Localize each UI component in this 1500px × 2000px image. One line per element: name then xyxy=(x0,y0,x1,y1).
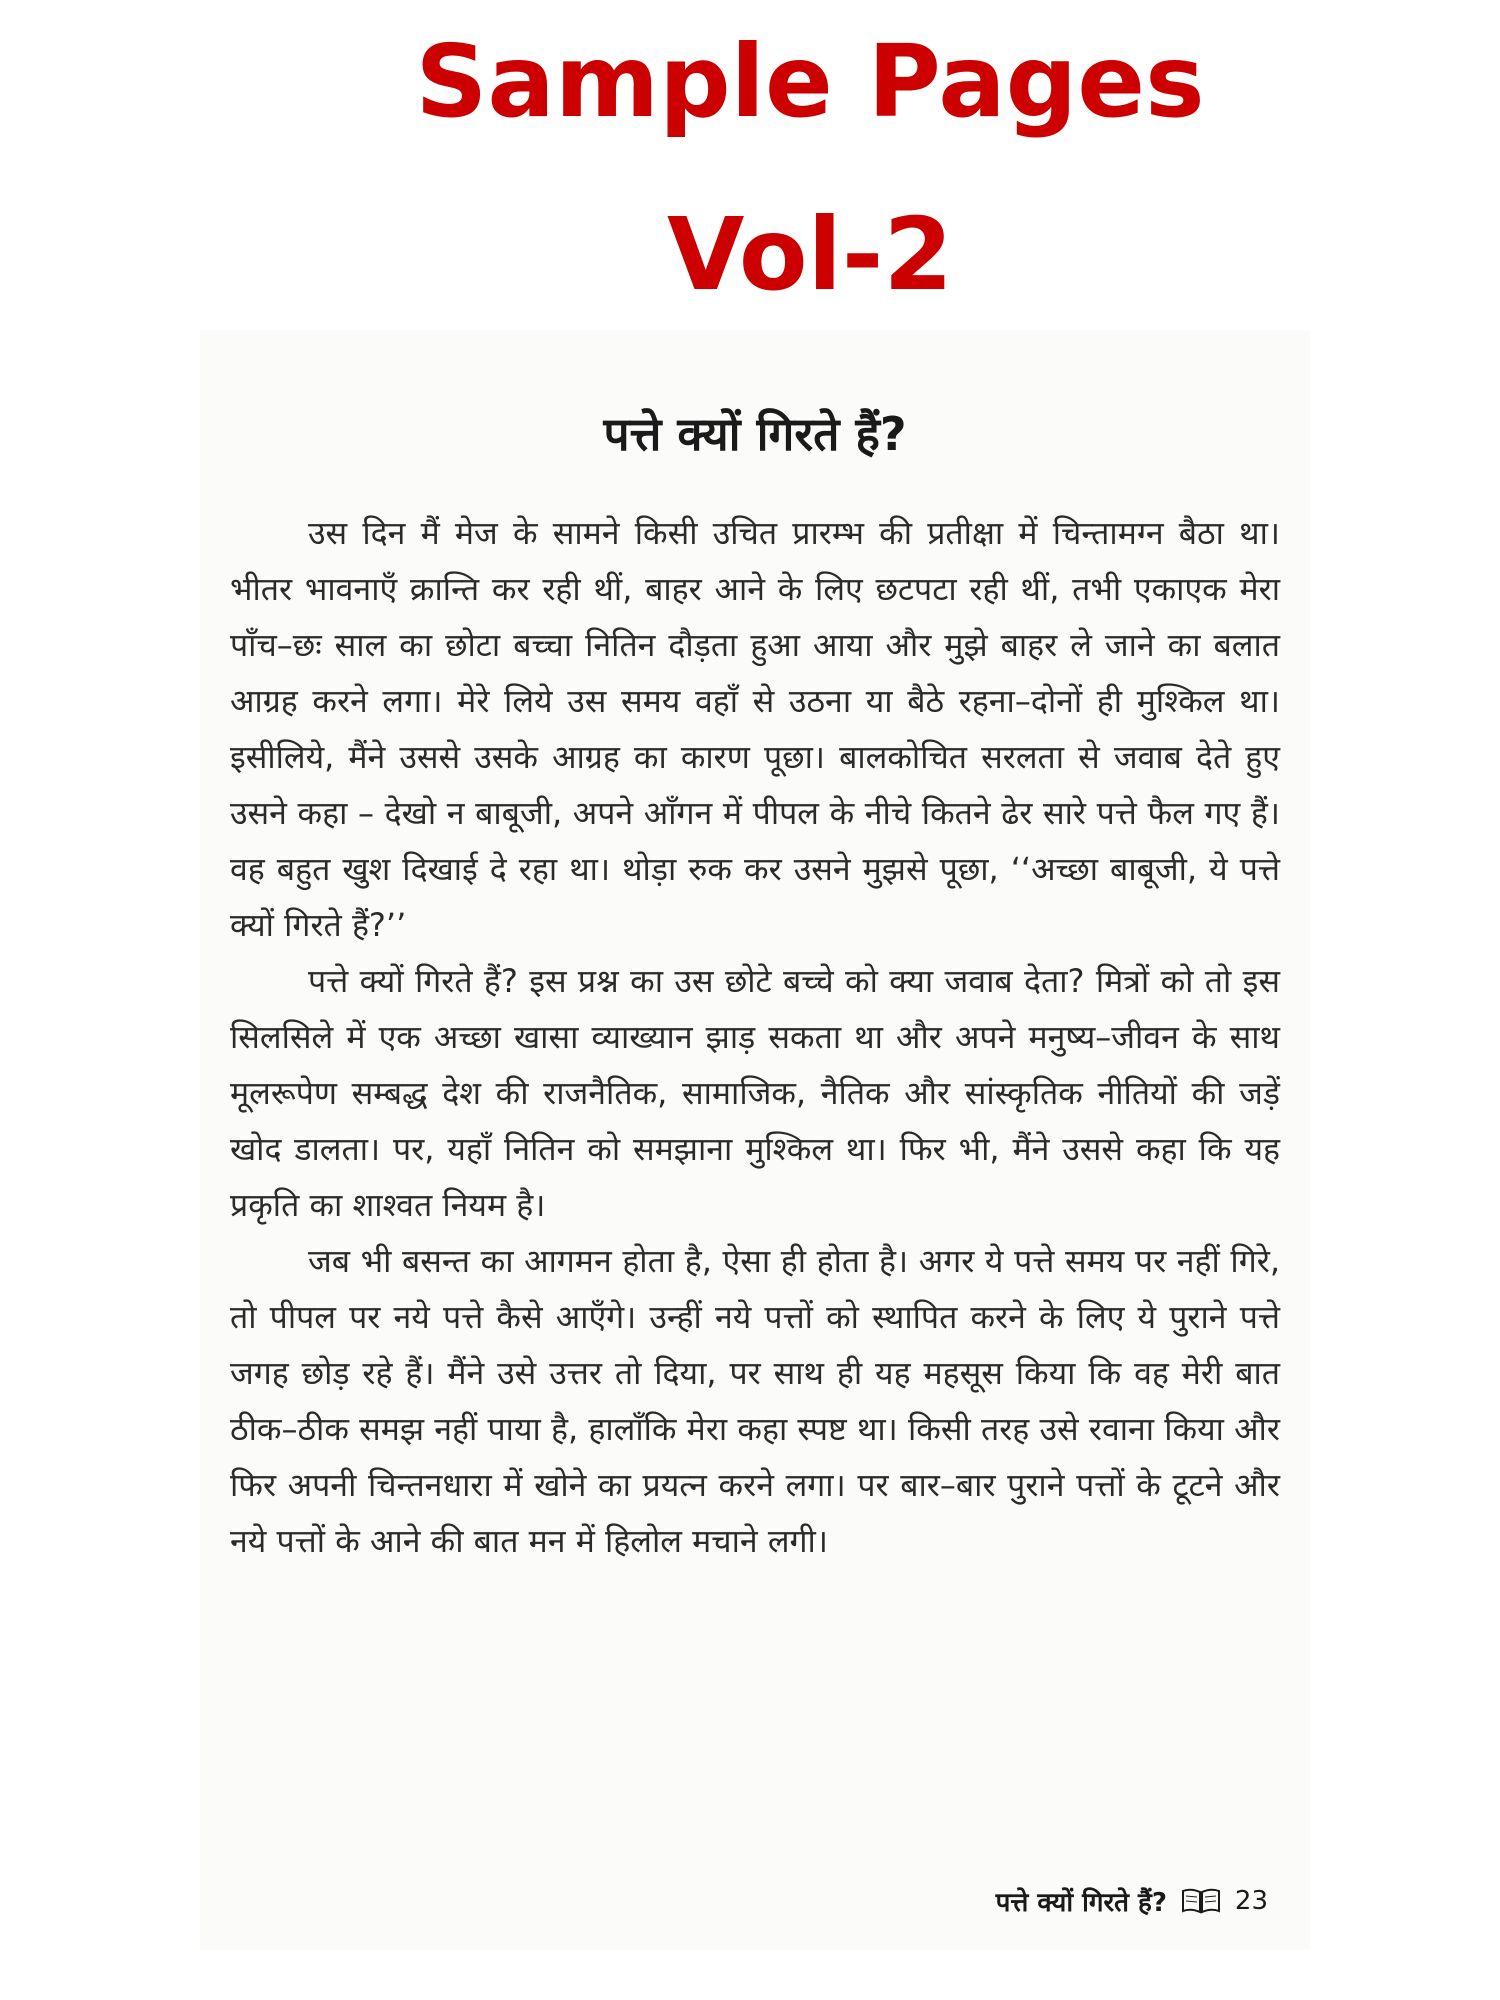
body-text xyxy=(230,505,1280,1569)
paragraph-3: जब भी बसन्त का आगमन होता है, ऐसा ही होता है। अगर ये पत्ते समय पर नहीं गिरे, तो पीपल पर नये पत्ते कैसे आएँगे। उन्हीं नये पत्तों को स्थापित करने के लिए ये पुराने पत्ते जगह छोड़ रहे हैं। मैंने उसे उत्तर तो दिया, पर साथ ही यह महसूस किया कि वह मेरी बात ठीक–ठीक समझ नहीं पाया है, हालाँकि मेरा कहा स्पष्ट था। किसी तरह उसे रवाना किया और फिर अपनी चिन्तनधारा में खोने का प्रयत्न करने लगा। पर बार–बार पुराने पत्तों के टूटने और नये पत्तों के आने की बात मन में हिलोल मचाने लगी। xyxy=(230,1242,1280,1560)
paragraph-2: पत्ते क्यों गिरते हैं? इस प्रश्न का उस छोटे बच्चे को क्या जवाब देता? मित्रों को तो इस सिलसिले में एक अच्छा खासा व्याख्यान झाड़ सकता था और अपने मनुष्य–जीवन के साथ मूलरूपेण सम्बद्ध देश की राजनैतिक, सामाजिक, नैतिक और सांस्कृतिक नीतियों की जड़ें खोद डालता। पर, यहाँ नितिन को समझाना मुश्किल था। फिर भी, मैंने उससे कहा कि यह प्रकृति का शाश्वत नियम है। xyxy=(230,962,1280,1224)
book-page xyxy=(200,330,1310,1950)
page-footer xyxy=(996,1883,1268,1919)
running-title: पत्ते क्यों गिरते हैं? xyxy=(995,1888,1167,1918)
open-book-icon xyxy=(1181,1887,1221,1915)
overlay-title-volume: Vol-2 xyxy=(667,196,953,313)
page-number: 23 xyxy=(1234,1886,1268,1916)
overlay-title-sample-pages: Sample Pages xyxy=(415,23,1205,140)
chapter-title: पत्ते क्यों गिरते हैं? xyxy=(603,407,907,461)
paragraph-1: उस दिन मैं मेज के सामने किसी उचित प्रारम्भ की प्रतीक्षा में चिन्तामग्न बैठा था। भीतर भावनाएँ क्रान्ति कर रही थीं, बाहर आने के लिए छटपटा रही थीं, तभी एकाएक मेरा पाँच–छः साल का छोटा बच्चा नितिन दौड़ता हुआ आया और मुझे बाहर ले जाने का बलात आग्रह करने लगा। मेरे लिये उस समय वहाँ से उठना या बैठे रहना–दोनों ही मुश्किल था। इसीलिये, मैंने उससे उसके आग्रह का कारण पूछा। बालकोचित सरलता से जवाब देते हुए उसने कहा – देखो न बाबूजी, अपने आँगन में पीपल के नीचे कितने ढेर सारे पत्ते फैल गए हैं। वह बहुत खुश दिखाई दे रहा था। थोड़ा रुक कर उसने मुझसे पूछा, ‘‘अच्छा बाबूजी, ये पत्ते क्यों गिरते हैं?’’ xyxy=(230,514,1280,944)
